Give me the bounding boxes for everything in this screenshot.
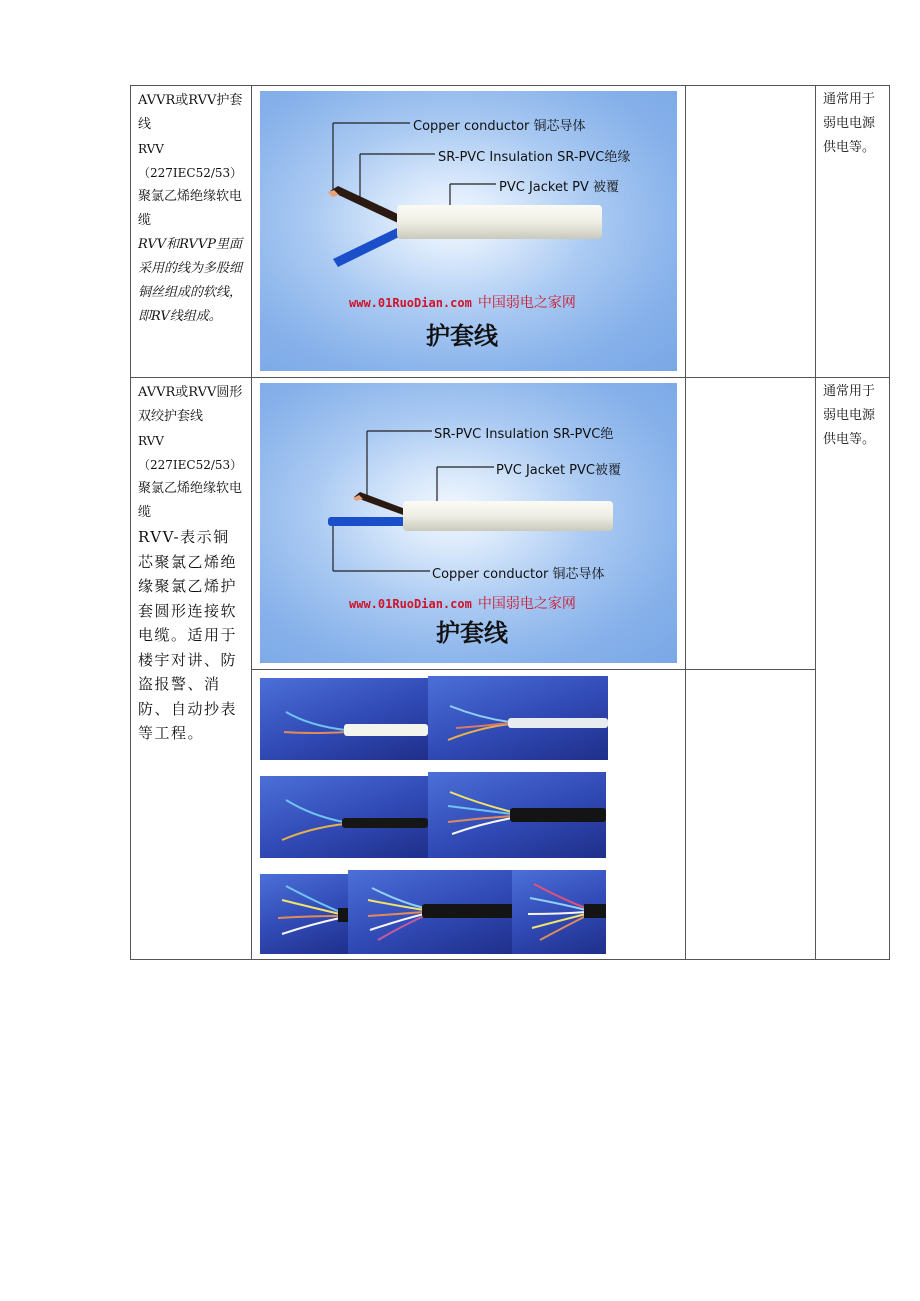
- usage-cell: [816, 378, 890, 960]
- cable-diagram: [260, 383, 677, 663]
- cable-photo: [512, 870, 606, 954]
- desc-note: RVV和RVVP里面采用的线为多股细铜丝组成的软线，即RV线组成。: [138, 237, 243, 324]
- photo-cell: [252, 670, 686, 960]
- empty-cell: [686, 86, 816, 378]
- empty-cell: [686, 378, 816, 670]
- cable-photo: [260, 874, 350, 954]
- empty-cell: [686, 670, 816, 960]
- cable-photo-collage: [252, 670, 685, 959]
- label-insulation: SR-PVC Insulation SR-PVC绝: [434, 427, 614, 442]
- label-insulation: SR-PVC Insulation SR-PVC绝缘: [438, 150, 631, 165]
- desc-cell: [131, 378, 252, 960]
- desc-standard: （227IEC52/53）: [138, 458, 243, 472]
- desc-note: RVV-表示铜芯聚氯乙烯绝缘聚氯乙烯护套圆形连接软电缆。适用于楼宇对讲、防盗报警、消防、自动抄表等工程。: [138, 528, 238, 742]
- usage-text: 通常用于弱电电源供电等。: [823, 384, 876, 447]
- cable-photo: [260, 678, 428, 760]
- figure-caption: 护套线: [436, 619, 508, 647]
- desc-code: RVV: [138, 142, 164, 156]
- table-row: [131, 86, 890, 378]
- cable-table: [130, 85, 890, 960]
- cable-photo: [260, 776, 428, 858]
- desc-name: 聚氯乙烯绝缘软电缆: [138, 481, 243, 520]
- desc-title: AVVR或RVV护套线: [138, 93, 243, 132]
- table-row: [131, 378, 890, 670]
- label-jacket: PVC Jacket PVC被覆: [496, 463, 621, 478]
- site-watermark: www.01RuoDian.com 中国弱电之家网: [349, 295, 576, 311]
- figure-cell: [252, 378, 686, 670]
- usage-cell: [816, 86, 890, 378]
- desc-standard: （227IEC52/53）: [138, 166, 243, 180]
- cable-photo: [348, 870, 514, 954]
- figure-caption: 护套线: [426, 322, 498, 350]
- label-jacket: PVC Jacket PV 被覆: [499, 180, 620, 195]
- figure-cell: [252, 86, 686, 378]
- desc-name: 聚氯乙烯绝缘软电缆: [138, 189, 243, 228]
- label-copper-conductor: Copper conductor 铜芯导体: [413, 119, 586, 134]
- usage-text: 通常用于弱电电源供电等。: [823, 92, 876, 155]
- cable-photo: [428, 772, 606, 858]
- desc-code: RVV: [138, 434, 164, 448]
- label-copper-conductor: Copper conductor 铜芯导体: [432, 567, 605, 582]
- desc-title: AVVR或RVV圆形双绞护套线: [138, 385, 243, 424]
- cable-photo: [428, 676, 608, 760]
- desc-cell: [131, 86, 252, 378]
- site-watermark: www.01RuoDian.com 中国弱电之家网: [349, 596, 576, 612]
- cable-diagram: [260, 91, 677, 371]
